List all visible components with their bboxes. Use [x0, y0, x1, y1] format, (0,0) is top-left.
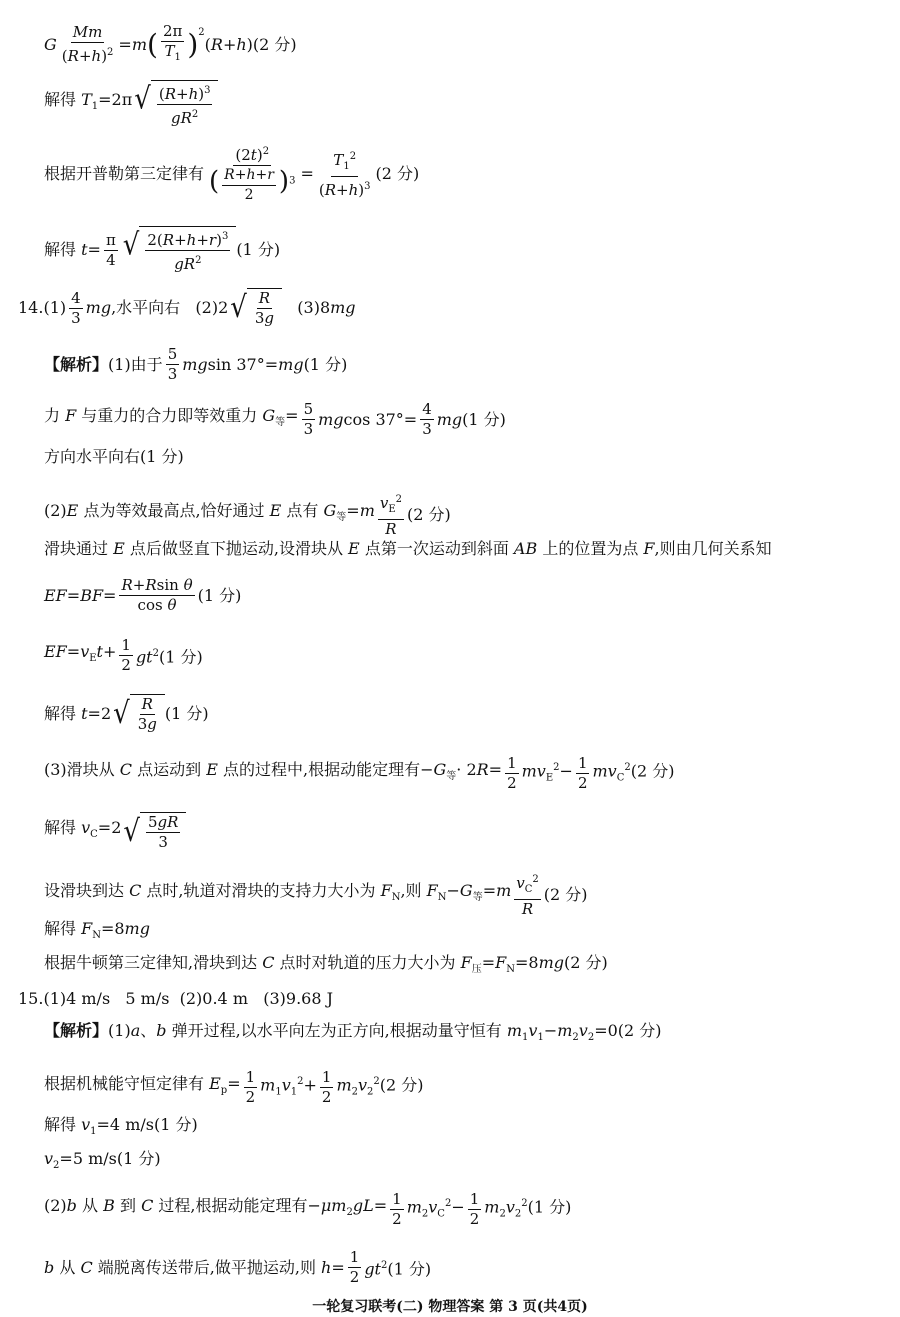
q15-analysis-1: 【解析】(1)a、b 弹开过程,以水平向左为正方向,根据动量守恒有 $m_1v_1-m_2v_2=0(2$ 分) [44, 1021, 662, 1044]
q15-analysis-2: 根据机械能守恒定律有 $E_p=$ $\frac{1}{2}$ $m_1v_1^2+$ $\frac{1}{2}$ $m_2v_2^2(2$ 分) [44, 1068, 424, 1106]
q14-analysis-2: 力 F 与重力的合力即等效重力 $G_等=$ $\frac{5}{3}$ mgcos 37°= $\frac{4}{3}$ mg(1 分) [44, 400, 506, 438]
q14-analysis-9: (3)滑块从 C 点运动到 E 点的过程中,根据动能定理有$-G_等\cdot 2R=$ $\frac{1}{2}$ $mv_E^2-$ $\frac{1}{2}$ $mv_C^2(2$ 分) [44, 754, 675, 792]
q15-analysis-4: $v_2=5$ m/s(1 分) [44, 1149, 161, 1172]
q14-analysis-12: 解得 $F_N=8mg$ [44, 919, 150, 942]
solve-t1-line: 解得 $T_1=2\pi$ √ $\frac{(R+h)^3}{gR^2}$ [44, 80, 218, 128]
eq-gravity-line: G $\frac{Mm}{(R+h)^2}$ =m ( $\frac{2\pi}{T_1}$ ) $^2$ (R+h)(2 分) [44, 22, 297, 65]
q14-analysis-10: 解得 $v_C=2$ √ $\frac{5gR}{3}$ [44, 812, 186, 852]
q14-analysis-3: 方向水平向右(1 分) [44, 447, 184, 466]
q14-analysis-6: EF=BF= $\frac{\text{R+Rsin θ}}{\text{cos θ}}$ (1 分) [44, 576, 242, 614]
solve-t-line: 解得 t= $\frac{\pi}{4}$ √ $\frac{2(R+h+r)^3}{gR^2}$ (1 分) [44, 226, 280, 274]
q15-analysis-3: 解得 $v_1=4$ m/s(1 分) [44, 1115, 198, 1138]
q14-analysis-5: 滑块通过 E 点后做竖直下抛运动,设滑块从 E 点第一次运动到斜面 AB 上的位置为点 F,则由几何关系知 [44, 539, 772, 558]
page-footer: 一轮复习联考(二) 物理答案 第 3 页(共4页) [312, 1299, 588, 1315]
q15-analysis-6: b 从 C 端脱离传送带后,做平抛运动,则 h= $\frac{1}{2}$ $gt^2(1$ 分) [44, 1248, 432, 1286]
q14-analysis-1: 【解析】(1)由于 $\frac{5}{3}$ mgsin 37°=mg(1 分) [44, 345, 348, 383]
q14-analysis-4: (2)E 点为等效最高点,恰好通过 E 点有 $G_等=m$ $\frac{v_E^2}{R}$ (2 分) [44, 490, 451, 539]
q15-answer-line: 15.(1)4 m/s 5 m/s (2)0.4 m (3)9.68 J [18, 989, 334, 1008]
q14-analysis-7: $EF=v_Et+$ $\frac{1}{2}$ $gt^2(1$ 分) [44, 636, 203, 674]
q15-analysis-5: (2)b 从 B 到 C 过程,根据动能定理有$-\mu m_2gL=$ $\frac{1}{2}$ $m_2v_C^2-$ $\frac{1}{2}$ $m_2v_2^2(1$ 分) [44, 1190, 572, 1228]
q14-analysis-13: 根据牛顿第三定律知,滑块到达 C 点时对轨道的压力大小为 $F_压=F_N=8mg(2$ 分) [44, 953, 608, 976]
q14-analysis-8: 解得 t=2 √ $\frac{R}{3g}$ (1 分) [44, 695, 209, 733]
q14-answer-line: 14.(1) $\frac{4}{3}$ mg ,水平向右 (2)2 √ $\frac{R}{3g}$ (3)8mg [18, 288, 356, 327]
kepler-line: 根据开普勒第三定律有 $(2t)^2$ ( $\frac{R+h+r}{2}$ )$^3$ = $\frac{T_1^2}{(R+h)^3}$ (2 分) [44, 142, 419, 205]
q14-analysis-11: 设滑块到达 C 点时,轨道对滑块的支持力大小为 $F_N$,则 $F_N-G_等=m$ $\frac{v_C^2}{R}$ (2 分) [44, 870, 588, 919]
